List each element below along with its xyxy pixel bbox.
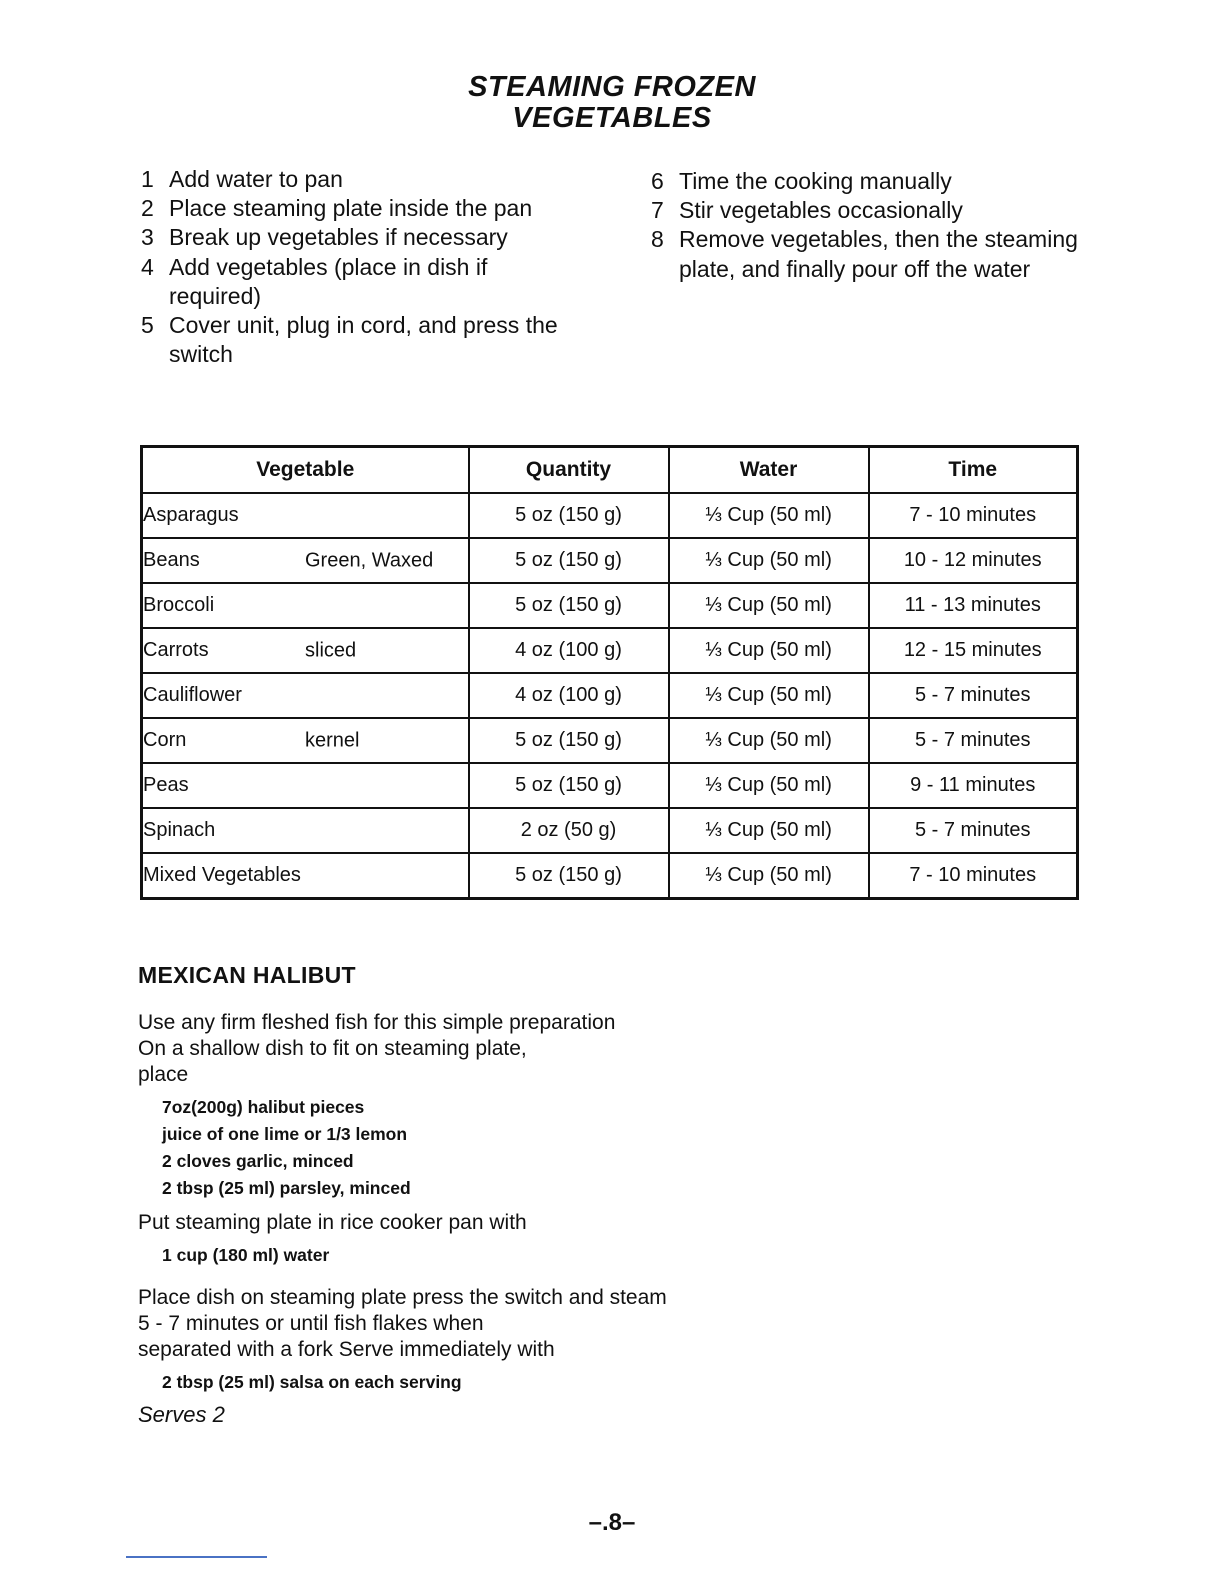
step-text: Place steaming plate inside the pan xyxy=(169,195,533,222)
instruction-line: 5 - 7 minutes or until fish flakes when xyxy=(138,1312,484,1335)
step-text: Break up vegetables if necessary xyxy=(169,224,508,251)
table-row xyxy=(142,763,1078,808)
ingredient-list-2 xyxy=(162,1242,838,1269)
cell-water: ⅓ Cup (50 ml) xyxy=(669,628,869,673)
vegetable-name: Spinach xyxy=(143,819,216,841)
ingredient-list-1 xyxy=(162,1094,838,1202)
table-body xyxy=(142,493,1078,899)
cell-quantity: 5 oz (150 g) xyxy=(469,538,669,583)
table-row xyxy=(142,493,1078,538)
step-item xyxy=(651,196,1111,225)
table-header-row xyxy=(142,447,1078,494)
step-item xyxy=(141,311,571,369)
table-row xyxy=(142,538,1078,583)
cell-water: ⅓ Cup (50 ml) xyxy=(669,583,869,628)
step-item xyxy=(141,223,571,252)
recipe-step-2: Put steaming plate in rice cooker pan with xyxy=(138,1211,527,1234)
step-item xyxy=(141,165,571,194)
step-number: 1 xyxy=(141,166,154,192)
cell-time: 10 - 12 minutes xyxy=(869,538,1078,583)
cell-time: 7 - 10 minutes xyxy=(869,853,1078,899)
instruction-line: separated with a fork Serve immediately with xyxy=(138,1338,555,1361)
vegetable-variety: Green, Waxed xyxy=(305,549,434,571)
cell-vegetable xyxy=(142,763,469,808)
header-vegetable: Vegetable xyxy=(142,447,469,494)
vegetable-variety: kernel xyxy=(305,729,360,751)
step-text: Time the cooking manually xyxy=(679,168,952,194)
page-number: –.8– xyxy=(588,1509,636,1536)
cell-vegetable xyxy=(142,628,469,673)
step-text: Add water to pan xyxy=(169,166,343,192)
ingredient-list-3 xyxy=(162,1369,838,1396)
ingredient-item: 2 tbsp (25 ml) salsa on each serving xyxy=(162,1372,462,1392)
cell-quantity: 2 oz (50 g) xyxy=(469,808,669,853)
step-item xyxy=(651,167,1111,196)
step-item xyxy=(141,194,571,223)
recipe-intro xyxy=(138,1010,838,1088)
vegetable-name: Mixed Vegetables xyxy=(143,864,301,886)
table-row xyxy=(142,808,1078,853)
steps-list-right xyxy=(651,167,1111,284)
ingredient-item: 2 cloves garlic, minced xyxy=(162,1151,354,1171)
cell-time: 5 - 7 minutes xyxy=(869,673,1078,718)
cell-water: ⅓ Cup (50 ml) xyxy=(669,853,869,899)
cell-vegetable xyxy=(142,493,469,538)
cell-quantity: 4 oz (100 g) xyxy=(469,673,669,718)
scan-mark xyxy=(126,1556,267,1558)
vegetable-name: Cauliflower xyxy=(143,684,242,706)
header-water: Water xyxy=(669,447,869,494)
cell-time: 5 - 7 minutes xyxy=(869,718,1078,763)
cell-vegetable xyxy=(142,673,469,718)
ingredient-item: 1 cup (180 ml) water xyxy=(162,1245,330,1265)
recipe-serves: Serves 2 xyxy=(138,1402,225,1427)
ingredient-item: 2 tbsp (25 ml) parsley, minced xyxy=(162,1178,411,1198)
table-row xyxy=(142,853,1078,899)
step-item xyxy=(651,225,1111,283)
cell-time: 5 - 7 minutes xyxy=(869,808,1078,853)
cell-quantity: 5 oz (150 g) xyxy=(469,583,669,628)
cell-water: ⅓ Cup (50 ml) xyxy=(669,718,869,763)
recipe-title: MEXICAN HALIBUT xyxy=(138,962,356,988)
step-text: Cover unit, plug in cord, and press the switch xyxy=(169,312,558,368)
steps-list-left xyxy=(141,165,571,369)
cell-water: ⅓ Cup (50 ml) xyxy=(669,763,869,808)
cell-water: ⅓ Cup (50 ml) xyxy=(669,538,869,583)
ingredient-item: 7oz(200g) halibut pieces xyxy=(162,1097,365,1117)
step-number: 6 xyxy=(651,168,664,194)
vegetable-steaming-table xyxy=(140,445,1079,900)
cell-water: ⅓ Cup (50 ml) xyxy=(669,808,869,853)
table-row xyxy=(142,673,1078,718)
table-row xyxy=(142,628,1078,673)
vegetable-name: Asparagus xyxy=(143,504,239,526)
vegetable-name: Corn xyxy=(143,729,187,751)
step-text: Add vegetables (place in dish if required) xyxy=(169,253,488,309)
step-text: Remove vegetables, then the steaming plate, and finally pour off the water xyxy=(679,226,1078,282)
cell-vegetable xyxy=(142,808,469,853)
cell-time: 9 - 11 minutes xyxy=(869,763,1078,808)
cell-quantity: 5 oz (150 g) xyxy=(469,493,669,538)
vegetable-name: Broccoli xyxy=(143,594,215,616)
step-item xyxy=(141,253,571,311)
cell-vegetable xyxy=(142,538,469,583)
step-number: 4 xyxy=(141,253,154,280)
step-number: 2 xyxy=(141,195,154,222)
intro-line: place xyxy=(138,1063,189,1086)
cell-quantity: 5 oz (150 g) xyxy=(469,763,669,808)
cell-water: ⅓ Cup (50 ml) xyxy=(669,673,869,718)
header-quantity: Quantity xyxy=(469,447,669,494)
recipe-mexican-halibut xyxy=(138,962,838,1428)
vegetable-name: Carrots xyxy=(143,639,209,661)
cell-time: 12 - 15 minutes xyxy=(869,628,1078,673)
header-time: Time xyxy=(869,447,1078,494)
cell-vegetable xyxy=(142,583,469,628)
vegetable-name: Peas xyxy=(143,774,189,796)
ingredient-item: juice of one lime or 1/3 lemon xyxy=(162,1124,408,1144)
title-line-2: VEGETABLES xyxy=(512,102,712,134)
step-text: Stir vegetables occasionally xyxy=(679,197,963,224)
cell-quantity: 5 oz (150 g) xyxy=(469,853,669,899)
page-title xyxy=(0,72,1224,134)
title-line-1: STEAMING FROZEN xyxy=(468,71,756,103)
step-number: 5 xyxy=(141,312,154,339)
cell-quantity: 5 oz (150 g) xyxy=(469,718,669,763)
intro-line: Use any firm fleshed fish for this simple preparation xyxy=(138,1011,616,1034)
cell-time: 7 - 10 minutes xyxy=(869,493,1078,538)
cell-vegetable xyxy=(142,853,469,899)
table-row xyxy=(142,718,1078,763)
vegetable-name: Beans xyxy=(143,549,200,571)
step-number: 7 xyxy=(651,197,664,224)
table-row xyxy=(142,583,1078,628)
cell-water: ⅓ Cup (50 ml) xyxy=(669,493,869,538)
step-number: 3 xyxy=(141,224,154,251)
step-number: 8 xyxy=(651,226,664,253)
instruction-line: Place dish on steaming plate press the switch and steam xyxy=(138,1286,667,1309)
cell-time: 11 - 13 minutes xyxy=(869,583,1078,628)
vegetable-variety: sliced xyxy=(305,639,357,661)
recipe-step-3 xyxy=(138,1285,838,1363)
cell-vegetable xyxy=(142,718,469,763)
intro-line: On a shallow dish to fit on steaming plate, xyxy=(138,1037,527,1060)
cell-quantity: 4 oz (100 g) xyxy=(469,628,669,673)
